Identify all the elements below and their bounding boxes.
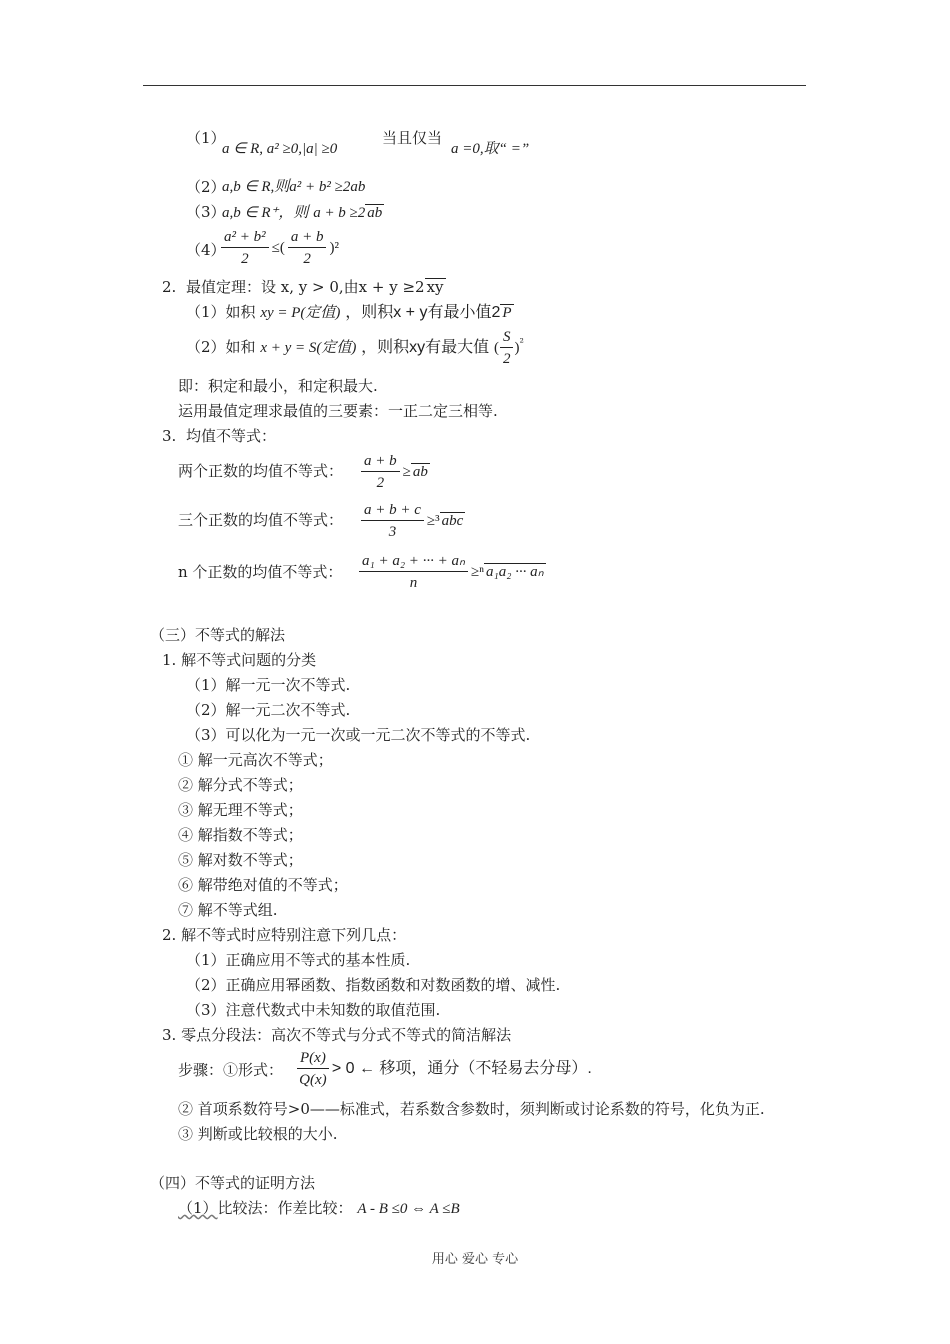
mean-3-label: 三个正数的均值不等式： bbox=[178, 511, 344, 529]
mean-3-formula bbox=[358, 501, 465, 541]
mean-n-num: a₁ + a₂ + ··· + aₙ bbox=[359, 552, 468, 572]
theorem-2-case-1-formula: xy = P(定值) bbox=[260, 305, 341, 321]
section-3-case-2: ② 解分式不等式； bbox=[178, 776, 303, 794]
section-4-heading: （四）不等式的证明方法 bbox=[150, 1174, 316, 1192]
item-4-fraction-2 bbox=[288, 228, 327, 268]
section-4-method-1-formula: A - B ≤0 ⇔ A ≤B bbox=[357, 1201, 460, 1217]
theorem-2-case-2-num: S bbox=[500, 328, 514, 348]
item-3-sqrt: ab bbox=[367, 205, 383, 221]
theorem-2-case-2-text: ，则积xy有最大值 bbox=[361, 339, 490, 356]
theorem-2-case-1-label: （1）如积 bbox=[186, 303, 256, 321]
step-den: Q(x) bbox=[299, 1072, 327, 1088]
section-3-point-2-2: （2）正确应用幂函数、指数函数和对数函数的增、减性. bbox=[186, 976, 561, 994]
item-4-den-2: 2 bbox=[303, 251, 311, 267]
item-2-label: （2） bbox=[186, 178, 226, 196]
mean-2-rel: ≥ bbox=[402, 464, 411, 480]
item-1-label: （1） bbox=[186, 129, 226, 147]
item-4-mid: ≤( bbox=[271, 240, 285, 256]
section-3-point-1-3: （3）可以化为一元一次或一元二次不等式的不等式. bbox=[186, 726, 531, 744]
section-3-point-1: 1. 解不等式问题的分类 bbox=[162, 651, 317, 669]
step-fraction bbox=[297, 1049, 329, 1089]
theorem-2-case-2-exponent: ² bbox=[519, 336, 524, 349]
section-3-point-1-1: （1）解一元一次不等式. bbox=[186, 676, 351, 694]
theorem-2-case-2-label: （2）如和 bbox=[186, 338, 256, 356]
mean-3-fraction bbox=[361, 501, 424, 541]
section-3-case-7: ⑦ 解不等式组. bbox=[178, 901, 278, 919]
section-3-case-6: ⑥ 解带绝对值的不等式； bbox=[178, 876, 348, 894]
theorem-2-case-2-fraction bbox=[500, 328, 514, 368]
theorem-2-number: 2. bbox=[162, 278, 177, 296]
item-4-den-1: 2 bbox=[241, 251, 249, 267]
step-num: P(x) bbox=[297, 1049, 329, 1069]
theorem-2-case-2-paren-close: ) bbox=[514, 340, 520, 356]
item-4-num-1: a² + b² bbox=[221, 228, 269, 248]
mean-n-formula bbox=[356, 552, 546, 592]
mean-2-den: 2 bbox=[376, 475, 385, 491]
section-3-case-1: ① 解一元高次不等式； bbox=[178, 751, 333, 769]
step-text: > 0 ← 移项，通分（不轻易去分母）. bbox=[331, 1060, 592, 1077]
mean-n-sqrt: a₁a₂ ··· aₙ bbox=[486, 564, 544, 580]
theorem-2-title-text: 最值定理：设 x, y > 0,由x + y ≥2 bbox=[186, 278, 425, 296]
theorem-3-number: 3. bbox=[162, 427, 177, 445]
mean-3-den: 3 bbox=[388, 524, 397, 540]
item-3-label: （3） bbox=[186, 203, 226, 221]
section-3-heading: （三）不等式的解法 bbox=[150, 626, 286, 644]
section-3-case-3: ③ 解无理不等式； bbox=[178, 801, 303, 819]
summary-line-2: 运用最值定理求最值的三要素：一正二定三相等. bbox=[178, 402, 498, 420]
item-3-premise: a,b ∈ R⁺，则 bbox=[222, 205, 309, 221]
step-3: ③ 判断或比较根的大小. bbox=[178, 1125, 338, 1143]
mean-2-sqrt: ab bbox=[412, 464, 428, 480]
mean-n-rel: ≥ⁿ bbox=[471, 564, 484, 580]
mean-3-rel: ≥³ bbox=[426, 513, 440, 529]
section-3-point-2-1: （1）正确应用不等式的基本性质. bbox=[186, 951, 411, 969]
mean-2-num: a + b bbox=[361, 452, 400, 472]
page-footer: 用心 爱心 专心 bbox=[431, 1252, 519, 1267]
section-3-point-2-3: （3）注意代数式中未知数的取值范围. bbox=[186, 1001, 441, 1019]
theorem-2-title bbox=[186, 278, 446, 296]
summary-line-1: 即：积定和最小，和定积最大. bbox=[178, 377, 378, 395]
section-3-case-5: ⑤ 解对数不等式； bbox=[178, 851, 303, 869]
item-3-inequality: a + b ≥2 bbox=[313, 205, 366, 221]
section-3-point-2: 2. 解不等式时应特别注意下列几点： bbox=[162, 926, 407, 944]
item-2-formula: a,b ∈ R,则a² + b² ≥2ab bbox=[222, 179, 366, 195]
section-3-case-4: ④ 解指数不等式； bbox=[178, 826, 303, 844]
theorem-2-case-2-paren-open: ( bbox=[493, 340, 499, 356]
item-1-condition: 当且仅当 bbox=[382, 129, 443, 147]
step-formula bbox=[294, 1049, 592, 1089]
mean-3-num: a + b + c bbox=[361, 501, 424, 521]
theorem-2-sqrt: xy bbox=[426, 278, 444, 296]
item-4-fraction-1 bbox=[221, 228, 269, 268]
mean-n-den: n bbox=[409, 575, 418, 591]
theorem-3-title: 均值不等式： bbox=[186, 427, 277, 445]
section-3-point-3: 3. 零点分段法：高次不等式与分式不等式的简洁解法 bbox=[162, 1026, 512, 1044]
item-1-formula: a ∈ R, a² ≥0,|a| ≥0 bbox=[222, 141, 338, 157]
mean-2-fraction bbox=[361, 452, 400, 492]
mean-n-fraction bbox=[359, 552, 468, 592]
item-4-end: )² bbox=[329, 240, 339, 256]
theorem-2-case-2 bbox=[186, 328, 524, 368]
section-4-method-1-label: （1） bbox=[178, 1199, 218, 1217]
item-4-num-2: a + b bbox=[288, 228, 327, 248]
section-4-method-1-text: 比较法：作差比较： bbox=[217, 1199, 353, 1217]
mean-2-label: 两个正数的均值不等式： bbox=[178, 462, 344, 480]
header-rule bbox=[143, 85, 806, 86]
step-2: ② 首项系数符号>0——标准式，若系数含参数时，须判断或讨论系数的符号，化负为正. bbox=[178, 1100, 765, 1118]
theorem-2-case-2-formula: x + y = S(定值) bbox=[260, 340, 357, 356]
item-1-equality: a =0,取“ =” bbox=[451, 141, 530, 157]
theorem-2-case-1-text: ，则积x + y有最小值2 bbox=[345, 304, 501, 321]
theorem-2-case-2-den: 2 bbox=[502, 351, 511, 367]
mean-3-sqrt: abc bbox=[441, 513, 464, 529]
mean-2-formula bbox=[358, 452, 430, 492]
mean-n-label: n 个正数的均值不等式： bbox=[178, 563, 343, 581]
item-4-label: （4） bbox=[186, 241, 226, 259]
theorem-2-case-1 bbox=[186, 303, 514, 322]
step-label: 步骤：①形式： bbox=[178, 1061, 284, 1079]
section-3-point-1-2: （2）解一元二次不等式. bbox=[186, 701, 351, 719]
section-4-method-1 bbox=[178, 1199, 460, 1218]
item-3-formula bbox=[222, 203, 384, 222]
item-4-formula bbox=[218, 228, 339, 268]
theorem-2-case-1-sqrt: P bbox=[502, 305, 512, 321]
